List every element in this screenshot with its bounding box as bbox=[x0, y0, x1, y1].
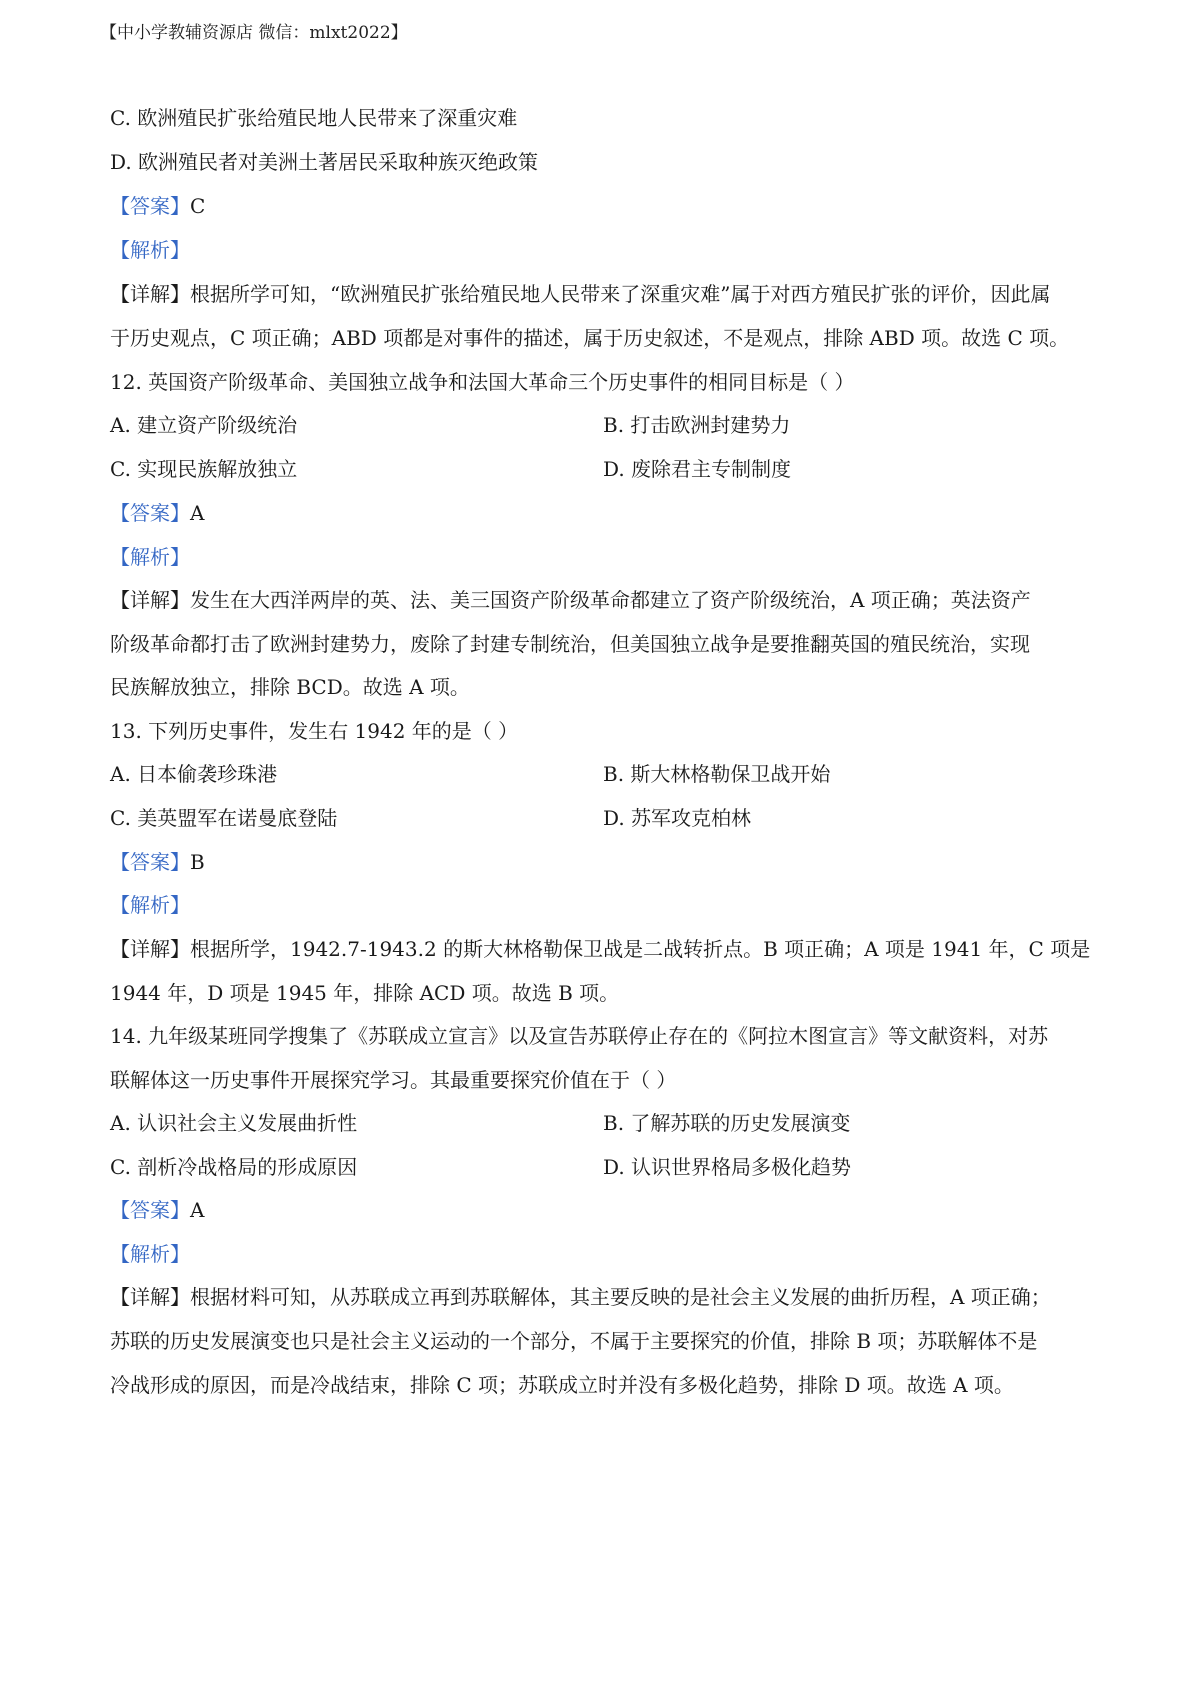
q14-option-a: A. 认识社会主义发展曲折性 bbox=[110, 1111, 358, 1135]
q12-detail-line-3: 民族解放独立，排除 BCD。故选 A 项。 bbox=[110, 675, 470, 699]
detail-text: 发生在大西洋两岸的英、法、美三国资产阶级革命都建立了资产阶级统治，A 项正确；英法资产 bbox=[190, 588, 1031, 612]
q13-stem: 13. 下列历史事件，发生右 1942 年的是（ ） bbox=[110, 719, 519, 743]
analysis-tag: 【解析】 bbox=[110, 1242, 190, 1266]
q13-answer bbox=[110, 848, 1100, 876]
q11-analysis-tag bbox=[110, 236, 1100, 264]
q11-detail-line-1 bbox=[110, 280, 1100, 308]
q13-detail-line-2: 1944 年，D 项是 1945 年，排除 ACD 项。故选 B 项。 bbox=[110, 981, 620, 1005]
q13-option-a: A. 日本偷袭珍珠港 bbox=[110, 762, 278, 786]
q12-analysis-tag bbox=[110, 543, 1100, 571]
q14-option-c: C. 剖析冷战格局的形成原因 bbox=[110, 1155, 358, 1179]
q14-stem-line-1: 14. 九年级某班同学搜集了《苏联成立宣言》以及宣告苏联停止存在的《阿拉木图宣言》等文献资料，对苏 bbox=[110, 1024, 1049, 1048]
q12-option-b: B. 打击欧洲封建势力 bbox=[603, 413, 791, 437]
detail-text: 根据所学可知，“欧洲殖民扩张给殖民地人民带来了深重灾难”属于对西方殖民扩张的评价，因此属 bbox=[190, 282, 1051, 306]
q11-answer bbox=[110, 192, 1100, 220]
detail-text: 根据所学，1942.7-1943.2 的斯大林格勒保卫战是二战转折点。B 项正确；A 项是 1941 年，C 项是 bbox=[190, 937, 1091, 961]
q13-detail-line-1 bbox=[110, 935, 1100, 963]
q14-option-d: D. 认识世界格局多极化趋势 bbox=[603, 1155, 852, 1179]
q12-stem: 12. 英国资产阶级革命、美国独立战争和法国大革命三个历史事件的相同目标是（ ） bbox=[110, 370, 855, 394]
q12-detail-line-1 bbox=[110, 586, 1100, 614]
q14-answer bbox=[110, 1196, 1100, 1224]
answer-value: A bbox=[190, 501, 205, 525]
q13-option-c: C. 美英盟军在诺曼底登陆 bbox=[110, 806, 338, 830]
answer-tag: 【答案】 bbox=[110, 1198, 190, 1222]
page-header: 【中小学教辅资源店 微信：mlxt2022】 bbox=[100, 23, 408, 43]
q14-detail-line-2: 苏联的历史发展演变也只是社会主义运动的一个部分，不属于主要探究的价值，排除 B 项；苏联解体不是 bbox=[110, 1329, 1038, 1353]
detail-tag: 【详解】 bbox=[110, 937, 190, 961]
q13-analysis-tag bbox=[110, 891, 1100, 919]
q13-option-d: D. 苏军攻克柏林 bbox=[603, 806, 752, 830]
q12-answer bbox=[110, 499, 1100, 527]
q14-analysis-tag bbox=[110, 1240, 1100, 1268]
q12-option-d: D. 废除君主专制制度 bbox=[603, 457, 792, 481]
q12-detail-line-2: 阶级革命都打击了欧洲封建势力，废除了封建专制统治，但美国独立战争是要推翻英国的殖民统治，实现 bbox=[110, 632, 1030, 656]
answer-tag: 【答案】 bbox=[110, 501, 190, 525]
detail-text: 根据材料可知，从苏联成立再到苏联解体，其主要反映的是社会主义发展的曲折历程，A 项正确； bbox=[190, 1285, 1051, 1309]
q11-option-d: D. 欧洲殖民者对美洲土著居民采取种族灭绝政策 bbox=[110, 150, 539, 174]
answer-value: B bbox=[190, 850, 205, 874]
analysis-tag: 【解析】 bbox=[110, 238, 190, 262]
detail-tag: 【详解】 bbox=[110, 588, 190, 612]
answer-tag: 【答案】 bbox=[110, 194, 190, 218]
q11-detail-line-2: 于历史观点，C 项正确；ABD 项都是对事件的描述，属于历史叙述，不是观点，排除 ABD 项。故选 C 项。 bbox=[110, 326, 1070, 350]
answer-tag: 【答案】 bbox=[110, 850, 190, 874]
q14-detail-line-3: 冷战形成的原因，而是冷战结束，排除 C 项；苏联成立时并没有多极化趋势，排除 D 项。故选 A 项。 bbox=[110, 1373, 1014, 1397]
q14-stem-line-2: 联解体这一历史事件开展探究学习。其最重要探究价值在于（ ） bbox=[110, 1068, 677, 1092]
q14-detail-line-1 bbox=[110, 1283, 1100, 1311]
q11-option-c: C. 欧洲殖民扩张给殖民地人民带来了深重灾难 bbox=[110, 106, 518, 130]
answer-value: A bbox=[190, 1198, 205, 1222]
q13-option-b: B. 斯大林格勒保卫战开始 bbox=[603, 762, 831, 786]
detail-tag: 【详解】 bbox=[110, 282, 190, 306]
q12-option-c: C. 实现民族解放独立 bbox=[110, 457, 298, 481]
detail-tag: 【详解】 bbox=[110, 1285, 190, 1309]
analysis-tag: 【解析】 bbox=[110, 893, 190, 917]
analysis-tag: 【解析】 bbox=[110, 545, 190, 569]
answer-value: C bbox=[190, 194, 206, 218]
q12-option-a: A. 建立资产阶级统治 bbox=[110, 413, 298, 437]
q14-option-b: B. 了解苏联的历史发展演变 bbox=[603, 1111, 851, 1135]
